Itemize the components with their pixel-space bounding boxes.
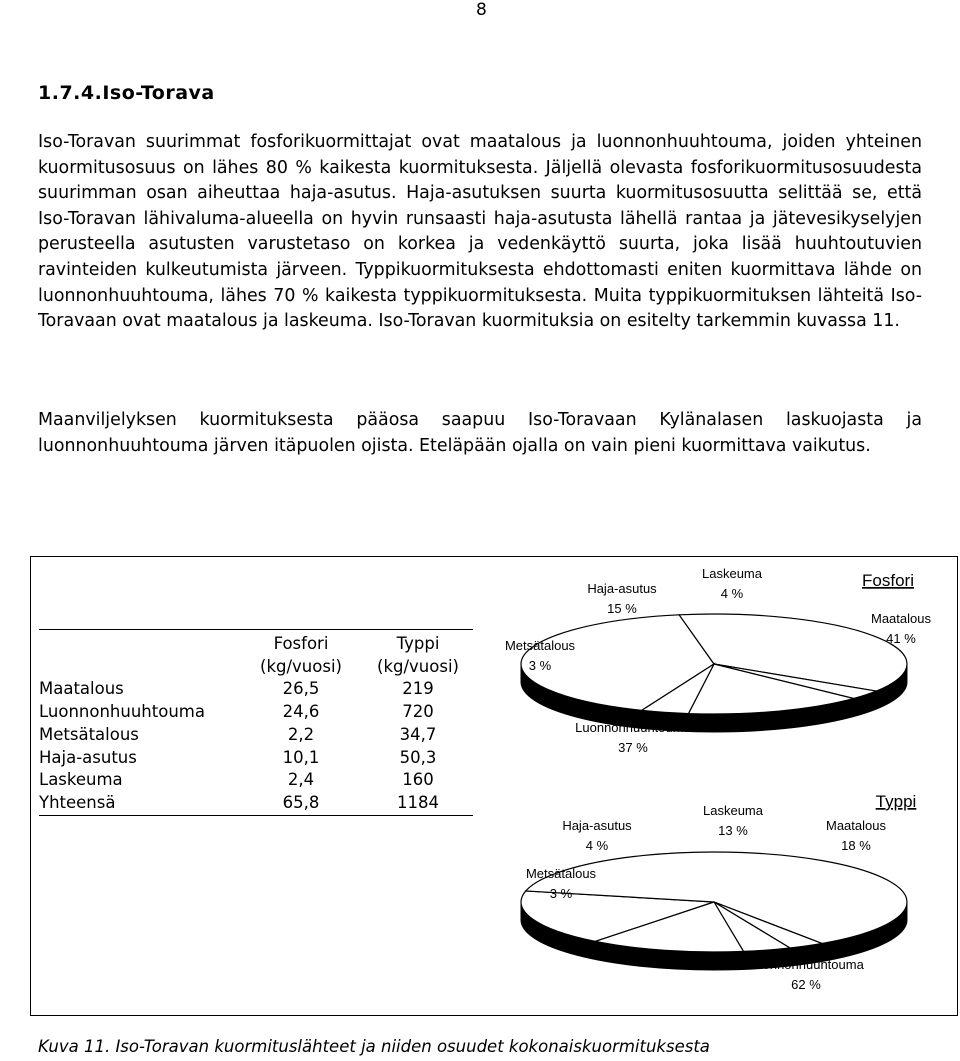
table-header-cell: Typpi (363, 630, 473, 656)
table-cell: 50,3 (399, 747, 437, 767)
table-header-cell: (kg/vuosi) (377, 656, 459, 676)
slice-label: Haja-asutus (587, 581, 657, 596)
slice-label: Haja-asutus (562, 818, 632, 833)
table-cell: 219 (402, 679, 434, 699)
table-cell: 26,5 (282, 679, 320, 699)
table-cell: 1184 (363, 792, 473, 815)
table-cell: Haja-asutus (39, 747, 137, 767)
table-cell: 10,1 (282, 747, 320, 767)
table-cell: Maatalous (39, 679, 124, 699)
table-header-cell: (kg/vuosi) (260, 656, 342, 676)
nitrogen-chart-title: Typpi (875, 792, 917, 811)
table-header-cell: Fosfori (239, 630, 363, 656)
table-cell: Luonnonhuuhtouma (39, 702, 205, 722)
page-number: 8 (476, 0, 487, 20)
nitrogen-pie-chart (521, 792, 916, 992)
slice-label: Maatalous (871, 611, 931, 626)
table-cell: 2,4 (287, 770, 315, 790)
figure-caption: Kuva 11. Iso-Toravan kuormituslähteet ja niiden osuudet kokonaiskuormituksesta (38, 1037, 710, 1056)
figure-frame (30, 556, 958, 1016)
slice-label: Luonnonhuuhtouma (575, 720, 691, 735)
pie-charts (31, 557, 957, 1015)
table-cell: 160 (402, 770, 434, 790)
slice-label: Luonnonhuuhtouma (748, 957, 864, 972)
slice-percent-label: 18 % (841, 838, 871, 853)
table-cell: 65,8 (239, 792, 363, 815)
slice-label: Laskeuma (703, 803, 763, 818)
table-cell: 24,6 (282, 702, 320, 722)
slice-percent-label: 3 % (549, 886, 573, 901)
table-cell: 2,2 (287, 724, 315, 744)
table-cell: 34,7 (399, 724, 437, 744)
slice-percent-label: 62 % (791, 977, 821, 992)
table-cell: Yhteensä (39, 792, 239, 815)
slice-percent-label: 13 % (718, 823, 748, 838)
table-cell: 720 (402, 702, 434, 722)
section-heading: 1.7.4.Iso-Torava (38, 82, 215, 104)
slice-label: Metsätalous (504, 638, 576, 653)
slice-label: Maatalous (826, 818, 886, 833)
slice-percent-label: 41 % (886, 631, 916, 646)
slice-percent-label: 15 % (607, 601, 637, 616)
slice-percent-label: 4 % (720, 586, 744, 601)
slice-label: Laskeuma (702, 566, 762, 581)
table-cell: Laskeuma (39, 770, 123, 790)
slice-percent-label: 3 % (528, 658, 552, 673)
table-cell: Metsätalous (39, 724, 139, 744)
slice-label: Metsätalous (525, 866, 597, 881)
slice-percent-label: 37 % (618, 740, 648, 755)
slice-percent-label: 4 % (585, 838, 609, 853)
paragraph-2: Maanviljelyksen kuormituksesta pääosa saapuu Iso-Toravaan Kylänalasen laskuojasta ja luonnonhuuhtouma järven itäpuolen ojista. Eteläpään ojalla on vain pieni kuormittava vaikutus. (38, 410, 922, 456)
paragraph-1: Iso-Toravan suurimmat fosforikuormittajat ovat maatalous ja luonnonhuuhtouma, joiden yhteinen kuormitusosuus on lähes 80 % kaikesta kuormituksesta. Jäljellä olevasta fosforikuormitusosuudesta suurimman osan aiheuttaa haja-asutus. Haja-asutuksen suurta kuormitusosuutta selittää se, että Iso-Toravan lähivaluma-alueella on hyvin runsaasti haja-asutusta lähellä rantaa ja jätevesikyselyjen perusteella asutusten varustetaso on korkea ja vedenkäyttö suurta, joka lisää huuhtoutuvien ravinteiden kulkeutumista järveen. Typpikuormituksesta ehdottomasti eniten kuormittava lähde on luonnonhuuhtouma, lähes 70 % kaikesta typpikuormituksesta. Muita typpikuormituksen lähteitä Iso-Toravaan ovat maatalous ja laskeuma. Iso-Toravan kuormituksia on esitelty tarkemmin kuvassa 11. (38, 132, 922, 332)
phosphorus-pie-chart (505, 566, 932, 755)
phosphorus-chart-title: Fosfori (862, 571, 914, 590)
